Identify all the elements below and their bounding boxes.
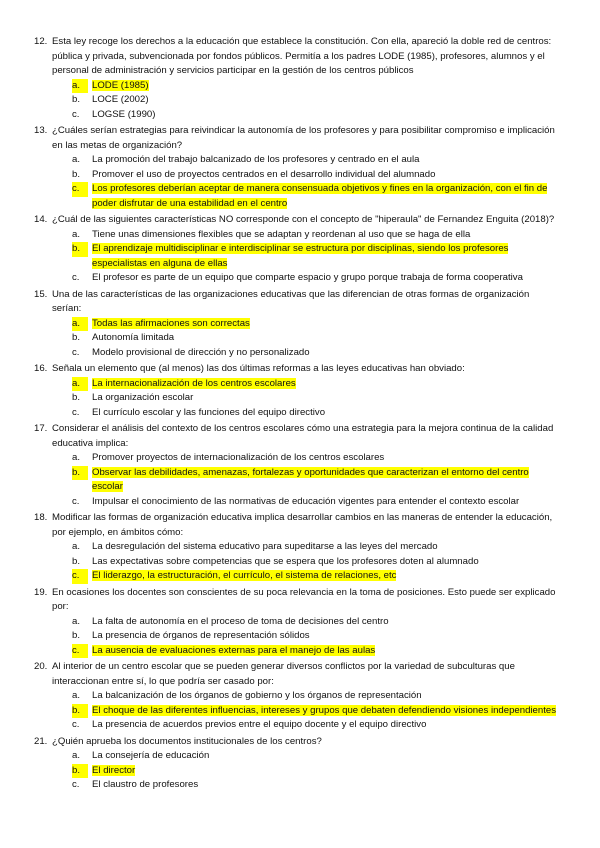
- option-letter: b.: [72, 392, 81, 403]
- answer-options: [72, 377, 558, 421]
- option-letter: c.: [72, 495, 80, 507]
- answer-option-correct: [72, 466, 558, 495]
- option-text: Tiene unas dimensiones flexibles que se adaptan y reordenan al uso que se haga de ella: [92, 228, 471, 240]
- answer-option: [72, 346, 558, 361]
- option-letter: b.: [72, 168, 81, 180]
- question-stem: [34, 35, 558, 79]
- option-text: Modelo provisional de dirección y no personalizado: [92, 346, 310, 358]
- answer-option: [72, 271, 558, 286]
- answer-options: [72, 689, 558, 733]
- answer-option: [72, 718, 558, 733]
- question-14: [34, 213, 558, 286]
- question-stem: [34, 124, 558, 153]
- option-letter: a.: [72, 541, 81, 552]
- answer-options: [72, 749, 558, 793]
- answer-option-correct: [72, 644, 558, 659]
- question-text: ¿Cuál de las siguientes características NO corresponde con el concepto de "hiperaula" de Fernandez Enguita (2018)?: [52, 214, 555, 225]
- option-text: La presencia de órganos de representación sólidos: [92, 630, 310, 641]
- option-text: LOGSE (1990): [92, 108, 156, 120]
- answer-option-correct: [72, 317, 558, 332]
- answer-option: [72, 615, 558, 630]
- answer-options: [72, 228, 558, 286]
- option-text: El claustro de profesores: [92, 779, 199, 790]
- answer-options: [72, 451, 558, 509]
- question-number: 15.: [34, 288, 48, 300]
- question-text: ¿Cuáles serían estrategias para reivindicar la autonomía de los profesores y para posibilitar compromiso e implicación en las metas de organización?: [52, 125, 555, 151]
- question-text: ¿Quién aprueba los documentos institucionales de los centros?: [52, 735, 322, 747]
- option-text: Todas las afirmaciones son correctas: [92, 317, 250, 329]
- option-letter: a.: [72, 452, 81, 463]
- question-stem: [34, 288, 558, 317]
- option-text: La internacionalización de los centros escolares: [92, 377, 296, 389]
- question-18: [34, 511, 558, 584]
- option-text: El currículo escolar y las funciones del equipo directivo: [92, 406, 326, 418]
- option-letter: c.: [72, 182, 88, 197]
- option-letter: a.: [72, 154, 81, 165]
- option-letter: c.: [72, 406, 80, 418]
- answer-option-correct: [72, 704, 558, 719]
- option-letter: c.: [72, 779, 80, 790]
- option-letter: c.: [72, 108, 80, 120]
- answer-option: [72, 108, 558, 123]
- option-text: Los profesores deberían aceptar de manera consensuada objetivos y fines en la organización, con el fin de poder disfrutar de una estabilidad en el centro: [92, 183, 548, 209]
- answer-options: [72, 79, 558, 123]
- question-number: 17.: [34, 423, 48, 434]
- option-text: El director: [92, 764, 136, 776]
- question-stem: [34, 660, 558, 689]
- question-stem: [34, 422, 558, 451]
- option-text: La promoción del trabajo balcanizado de los profesores y centrado en el aula: [92, 154, 420, 165]
- option-letter: c.: [72, 569, 88, 584]
- question-19: [34, 586, 558, 659]
- question-text: Esta ley recoge los derechos a la educación que establece la constitución. Con ella, apareció la doble red de centros: pública y privada, subvencionada por fondos públicos. Permitía a los padres LODE (1985), profesores, alumnos y el personal de administración y servicios participar en la gestión de los centros públicos: [52, 36, 552, 76]
- option-letter: b.: [72, 630, 81, 641]
- question-16: [34, 362, 558, 420]
- option-letter: b.: [72, 764, 88, 779]
- question-13: [34, 124, 558, 211]
- answer-option: [72, 555, 558, 570]
- option-text: Autonomía limitada: [92, 332, 175, 343]
- answer-options: [72, 153, 558, 211]
- option-letter: b.: [72, 466, 88, 481]
- answer-option-correct: [72, 377, 558, 392]
- option-letter: c.: [72, 719, 80, 730]
- option-letter: a.: [72, 690, 81, 701]
- answer-option: [72, 540, 558, 555]
- option-letter: b.: [72, 555, 81, 567]
- question-text: Considerar el análisis del contexto de los centros escolares cómo una estrategia para la mejora continua de la calidad educativa implica:: [52, 423, 554, 449]
- option-letter: b.: [72, 94, 81, 105]
- answer-option: [72, 406, 558, 421]
- answer-option-correct: [72, 569, 558, 584]
- option-text: La ausencia de evaluaciones externas para el manejo de las aulas: [92, 644, 376, 656]
- question-21: [34, 735, 558, 793]
- answer-options: [72, 317, 558, 361]
- question-stem: [34, 362, 558, 377]
- option-text: La presencia de acuerdos previos entre el equipo docente y el equipo directivo: [92, 719, 427, 730]
- question-12: [34, 35, 558, 122]
- answer-option-correct: [72, 764, 558, 779]
- answer-option: [72, 689, 558, 704]
- option-letter: b.: [72, 242, 88, 257]
- question-list: [34, 35, 558, 793]
- question-number: 14.: [34, 214, 48, 225]
- answer-option: [72, 495, 558, 510]
- question-stem: [34, 586, 558, 615]
- option-letter: a.: [72, 228, 81, 240]
- question-number: 16.: [34, 363, 48, 374]
- option-text: La organización escolar: [92, 392, 194, 403]
- question-text: Al interior de un centro escolar que se pueden generar diversos conflictos por la variedad de subculturas que interaccionan entre sí, lo que podría ser casado por:: [52, 661, 515, 687]
- question-number: 19.: [34, 586, 48, 598]
- answer-option: [72, 629, 558, 644]
- answer-option: [72, 168, 558, 183]
- question-20: [34, 660, 558, 733]
- question-15: [34, 288, 558, 361]
- question-number: 20.: [34, 661, 48, 672]
- option-letter: a.: [72, 79, 88, 94]
- question-stem: [34, 511, 558, 540]
- question-text: En ocasiones los docentes son conscientes de su poca relevancia en la toma de posiciones. Esto puede ser explicado por:: [52, 586, 556, 612]
- question-text: Modificar las formas de organización educativa implica desarrollar cambios en las maneras de entender la educación, por ejemplo, en ámbitos cómo:: [52, 512, 553, 538]
- answer-option: [72, 228, 558, 243]
- answer-option: [72, 451, 558, 466]
- question-text: Señala un elemento que (al menos) las dos últimas reformas a las leyes educativas han obviado:: [52, 363, 465, 374]
- option-text: El aprendizaje multidisciplinar e interdisciplinar se estructura por disciplinas, siendo los profesores especialistas en alguna de ellas: [92, 243, 509, 269]
- answer-option: [72, 778, 558, 793]
- option-letter: c.: [72, 346, 80, 358]
- option-letter: b.: [72, 332, 81, 343]
- option-text: Impulsar el conocimiento de las normativas de educación vigentes para entender el contexto escolar: [92, 495, 520, 507]
- option-text: Las expectativas sobre competencias que se espera que los profesores doten al alumnado: [92, 555, 479, 567]
- option-letter: a.: [72, 377, 88, 392]
- question-text: Una de las características de las organizaciones educativas que las diferencian de otras formas de organización serían:: [52, 288, 530, 314]
- question-17: [34, 422, 558, 509]
- answer-option: [72, 331, 558, 346]
- option-text: Promover proyectos de internacionalización de los centros escolares: [92, 452, 385, 463]
- answer-options: [72, 540, 558, 584]
- option-letter: a.: [72, 615, 81, 627]
- answer-options: [72, 615, 558, 659]
- option-text: El profesor es parte de un equipo que comparte espacio y grupo porque trabaja de forma cooperativa: [92, 272, 523, 283]
- option-letter: b.: [72, 704, 88, 719]
- answer-option: [72, 93, 558, 108]
- option-text: LODE (1985): [92, 79, 149, 91]
- option-text: Observar las debilidades, amenazas, fortalezas y oportunidades que caracterizan el entorno del centro escolar: [92, 466, 529, 492]
- answer-option: [72, 153, 558, 168]
- answer-option-correct: [72, 79, 558, 94]
- option-text: LOCE (2002): [92, 94, 149, 105]
- option-letter: a.: [72, 317, 88, 332]
- question-number: 13.: [34, 125, 48, 136]
- option-text: La falta de autonomía en el proceso de toma de decisiones del centro: [92, 615, 389, 627]
- question-stem: [34, 213, 558, 228]
- question-number: 18.: [34, 512, 48, 523]
- answer-option: [72, 749, 558, 764]
- option-text: El choque de las diferentes influencias, intereses y grupos que debaten defendiendo visiones independientes: [92, 704, 557, 716]
- option-letter: a.: [72, 750, 81, 761]
- option-letter: c.: [72, 644, 88, 659]
- option-text: La consejería de educación: [92, 750, 210, 761]
- option-letter: c.: [72, 272, 80, 283]
- option-text: Promover el uso de proyectos centrados en el desarrollo individual del alumnado: [92, 168, 436, 180]
- question-stem: [34, 735, 558, 750]
- answer-option: [72, 391, 558, 406]
- answer-option-correct: [72, 242, 558, 271]
- question-number: 12.: [34, 36, 48, 47]
- question-number: 21.: [34, 735, 48, 747]
- answer-option-correct: [72, 182, 558, 211]
- option-text: El liderazgo, la estructuración, el currículo, el sistema de relaciones, etc: [92, 570, 397, 581]
- option-text: La desregulación del sistema educativo para supeditarse a las leyes del mercado: [92, 541, 438, 552]
- option-text: La balcanización de los órganos de gobierno y los órganos de representación: [92, 690, 422, 701]
